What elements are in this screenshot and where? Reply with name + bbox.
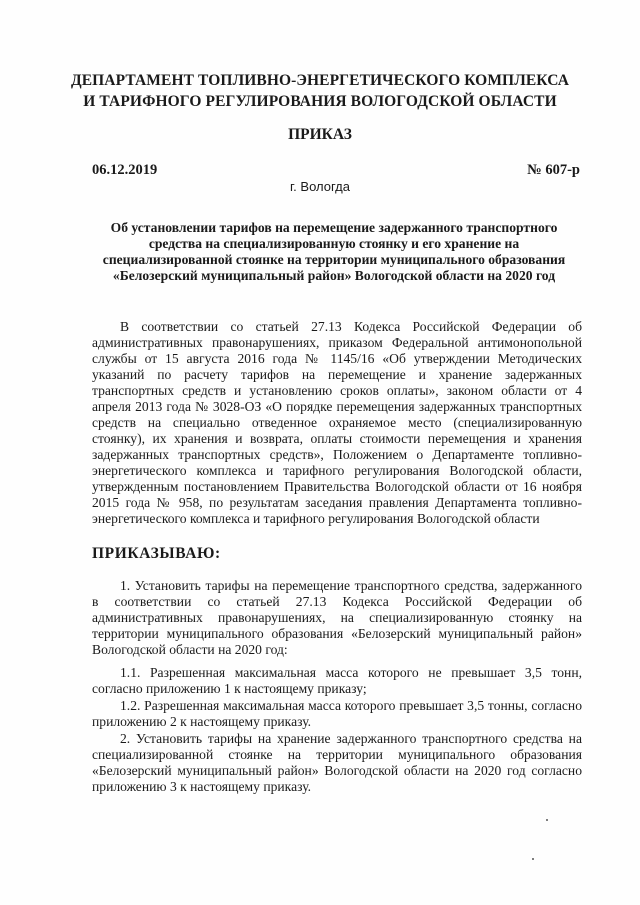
department-name — [60, 70, 580, 112]
order-item-2-text: 2. Установить тарифы на хранение задержанного транспортного средства на специализированной стоянке на территории муниципального образования «Белозерский муниципальный район» Вологодской области на 2020 год согласно приложению 3 к настоящему приказу. — [92, 731, 582, 794]
scan-speck — [546, 819, 548, 821]
order-item-1 — [92, 578, 582, 658]
scan-speck — [532, 858, 534, 860]
order-date: 06.12.2019 — [92, 162, 158, 178]
order-city: г. Вологда — [290, 179, 350, 194]
order-item-1-1-text: 1.1. Разрешенная максимальная масса которого не превышает 3,5 тонн, согласно приложению 1 к настоящему приказу; — [92, 665, 582, 696]
order-item-2 — [92, 731, 582, 795]
department-line-1: ДЕПАРТАМЕНТ ТОПЛИВНО-ЭНЕРГЕТИЧЕСКОГО КОМПЛЕКСА — [70, 72, 570, 89]
order-item-1-1 — [92, 665, 582, 697]
order-word: ПРИКАЗЫВАЮ: — [92, 545, 221, 562]
order-subject: Об установлении тарифов на перемещение задержанного транспортного средства на специализированную стоянку и его хранение на специализированной стоянке на территории муниципального образования «Белозерский муниципальный район» Вологодской области на 2020 год — [102, 220, 566, 283]
order-item-1-2-text: 1.2. Разрешенная максимальная масса которого превышает 3,5 тонны, согласно приложению 2 к настоящему приказу. — [92, 698, 582, 729]
order-item-1-text: 1. Установить тарифы на перемещение транспортного средства, задержанного в соответствии со статьей 27.13 Кодекса Российской Федерации об административных правонарушениях, на специализированную стоянку на территории муниципального образования «Белозерский муниципальный район» Вологодской области на 2020 год: — [92, 578, 582, 657]
preamble-paragraph — [92, 319, 582, 527]
department-line-2: И ТАРИФНОГО РЕГУЛИРОВАНИЯ ВОЛОГОДСКОЙ ОБЛАСТИ — [83, 93, 557, 110]
doc-type-title: ПРИКАЗ — [288, 126, 352, 143]
order-item-1-2 — [92, 698, 582, 730]
order-number: № 607-р — [527, 162, 580, 178]
preamble-text: В соответствии со статьей 27.13 Кодекса Российской Федерации об административных правонарушениях, приказом Федеральной антимонопольной службы от 15 августа 2016 года № 1145/16 «Об утверждении Методических указаний по расчету тарифов на перемещение и хранение задержанных транспортных средств и установлению сроков оплаты», законом области от 4 апреля 2013 года № 3028-ОЗ «О порядке перемещения задержанных транспортных средств на специально отведенное охраняемое место (специализированную стоянку), их хранения и возврата, оплаты стоимости перемещения и хранения задержанных транспортных средств», Положением о Департаменте топливно-энергетического комплекса и тарифного регулирования Вологодской области, утвержденным постановлением Правительства Вологодской области от 16 ноября 2015 года № 958, по результатам заседания правления Департамента топливно-энергетического комплекса и тарифного регулирования Вологодской области — [92, 319, 582, 526]
